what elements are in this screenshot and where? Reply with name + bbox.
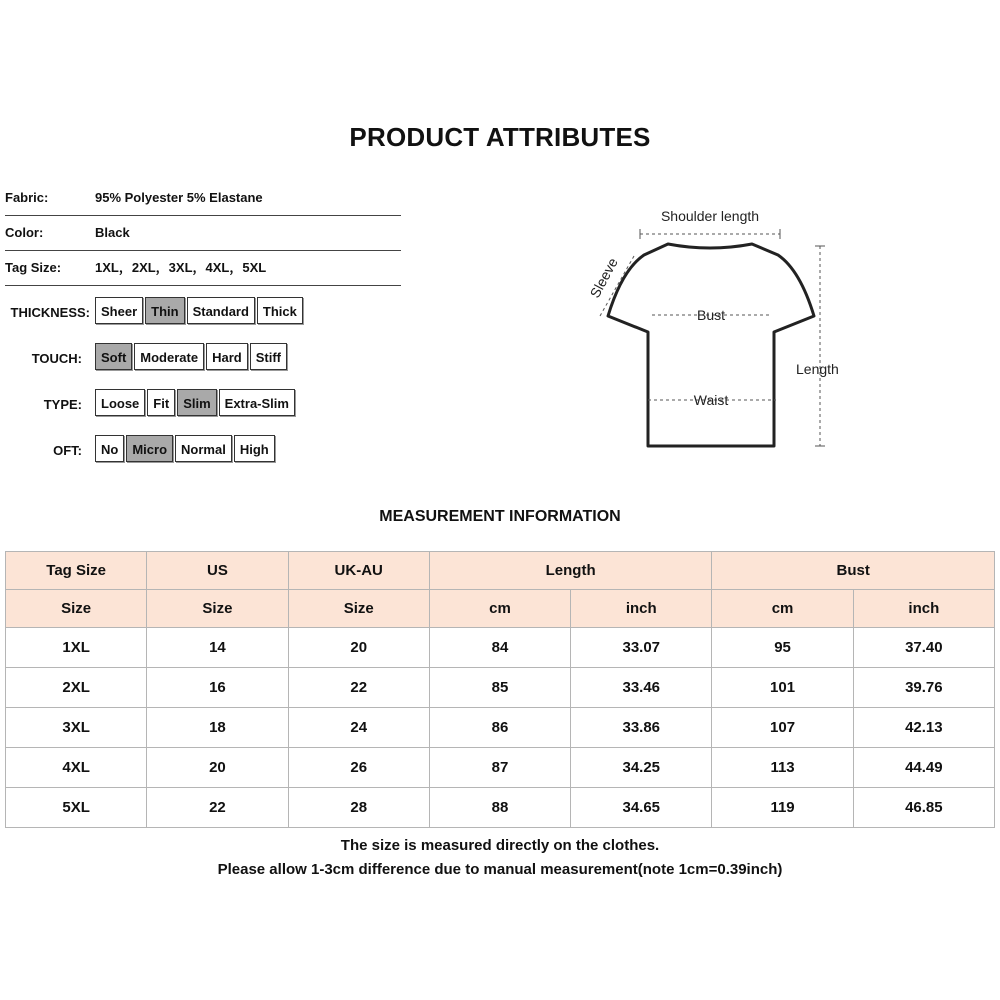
table-cell: 85 — [429, 668, 570, 708]
oft-options — [95, 435, 275, 462]
attribute-label: Tag Size: — [5, 260, 62, 275]
shoulder-length-label: Shoulder length — [660, 208, 760, 224]
type-options — [95, 389, 295, 416]
table-row — [6, 628, 995, 668]
measurement-table — [5, 551, 995, 828]
option-chip: Soft — [95, 343, 132, 370]
table-cell: 33.07 — [571, 628, 712, 668]
header-cell: cm — [429, 590, 570, 628]
measurement-note: The size is measured directly on the clothes. — [340, 837, 660, 854]
length-label: Length — [796, 361, 839, 377]
page-title: PRODUCT ATTRIBUTES — [349, 122, 651, 152]
option-chip: Standard — [187, 297, 255, 324]
table-row — [6, 668, 995, 708]
table-cell: 37.40 — [853, 628, 994, 668]
tshirt-measurement-diagram — [580, 200, 850, 460]
attribute-value: 95% Polyester 5% Elastane — [95, 190, 263, 205]
table-cell: 119 — [712, 788, 853, 828]
measurement-note: Please allow 1-3cm difference due to manual measurement(note 1cm=0.39inch) — [217, 861, 783, 878]
header-cell: inch — [571, 590, 712, 628]
table-cell: 3XL — [6, 708, 147, 748]
table-cell: 28 — [288, 788, 429, 828]
header-cell: UK-AU — [288, 552, 429, 590]
attribute-value: Black — [95, 225, 130, 240]
table-subheader-row — [6, 590, 995, 628]
table-cell: 24 — [288, 708, 429, 748]
option-chip: Stiff — [250, 343, 287, 370]
table-row — [6, 788, 995, 828]
table-cell: 42.13 — [853, 708, 994, 748]
table-cell: 1XL — [6, 628, 147, 668]
table-cell: 33.86 — [571, 708, 712, 748]
option-chip: Slim — [177, 389, 216, 416]
attribute-row-tag-size — [5, 250, 401, 286]
table-cell: 88 — [429, 788, 570, 828]
option-chip: Thin — [145, 297, 184, 324]
table-cell: 14 — [147, 628, 288, 668]
table-cell: 5XL — [6, 788, 147, 828]
option-chip: Fit — [147, 389, 175, 416]
attribute-row-fabric — [5, 180, 401, 216]
thickness-options — [95, 297, 303, 324]
table-cell: 86 — [429, 708, 570, 748]
measurement-title: MEASUREMENT INFORMATION — [379, 508, 621, 525]
table-cell: 107 — [712, 708, 853, 748]
header-cell: cm — [712, 590, 853, 628]
attribute-row-color — [5, 215, 401, 251]
sleeve-label: Sleeve — [586, 255, 621, 301]
table-cell: 46.85 — [853, 788, 994, 828]
waist-label: Waist — [693, 392, 729, 408]
header-cell: US — [147, 552, 288, 590]
option-chip: Normal — [175, 435, 232, 462]
table-cell: 33.46 — [571, 668, 712, 708]
header-cell: Size — [288, 590, 429, 628]
header-cell: Size — [6, 590, 147, 628]
table-cell: 26 — [288, 748, 429, 788]
header-cell: Length — [429, 552, 712, 590]
table-cell: 87 — [429, 748, 570, 788]
option-chip: Sheer — [95, 297, 143, 324]
bust-label: Bust — [696, 307, 726, 323]
type-label: TYPE: — [43, 397, 82, 412]
attribute-label: Color: — [5, 225, 44, 240]
table-cell: 16 — [147, 668, 288, 708]
table-cell: 2XL — [6, 668, 147, 708]
table-cell: 95 — [712, 628, 853, 668]
touch-label: TOUCH: — [31, 351, 82, 366]
tshirt-outline-icon — [608, 244, 814, 446]
table-cell: 101 — [712, 668, 853, 708]
table-cell: 113 — [712, 748, 853, 788]
header-cell: Bust — [712, 552, 995, 590]
header-cell: Size — [147, 590, 288, 628]
table-header-row — [6, 552, 995, 590]
table-cell: 4XL — [6, 748, 147, 788]
table-cell: 44.49 — [853, 748, 994, 788]
table-row — [6, 748, 995, 788]
option-chip: Extra-Slim — [219, 389, 295, 416]
option-chip: High — [234, 435, 275, 462]
table-cell: 22 — [147, 788, 288, 828]
attribute-value: 1XL，2XL，3XL，4XL，5XL — [95, 260, 267, 275]
table-cell: 22 — [288, 668, 429, 708]
oft-label: OFT: — [53, 443, 82, 458]
table-cell: 39.76 — [853, 668, 994, 708]
option-chip: Thick — [257, 297, 303, 324]
table-cell: 34.65 — [571, 788, 712, 828]
touch-options — [95, 343, 287, 370]
option-chip: Micro — [126, 435, 173, 462]
option-chip: Hard — [206, 343, 248, 370]
header-cell: Tag Size — [6, 552, 147, 590]
table-cell: 84 — [429, 628, 570, 668]
table-cell: 18 — [147, 708, 288, 748]
attribute-label: Fabric: — [5, 190, 49, 205]
option-chip: Moderate — [134, 343, 204, 370]
header-cell: inch — [853, 590, 994, 628]
thickness-label: THICKNESS: — [10, 305, 90, 320]
table-row — [6, 708, 995, 748]
table-cell: 20 — [147, 748, 288, 788]
table-cell: 34.25 — [571, 748, 712, 788]
table-cell: 20 — [288, 628, 429, 668]
option-chip: Loose — [95, 389, 145, 416]
option-chip: No — [95, 435, 124, 462]
